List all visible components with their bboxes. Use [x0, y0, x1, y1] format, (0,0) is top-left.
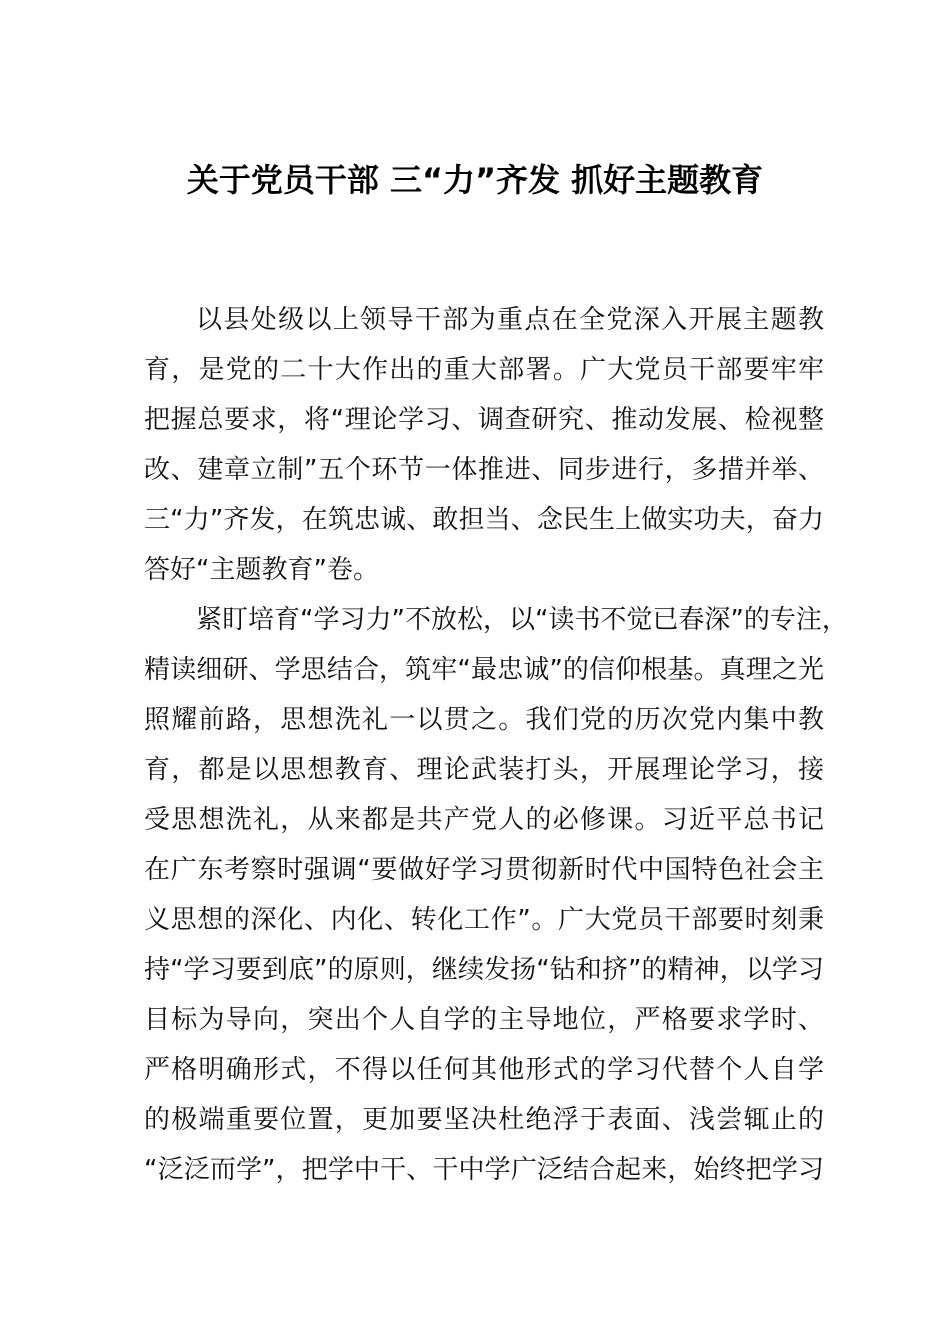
text-line: “泛泛而学”，把学中干、干中学广泛结合起来，始终把学习	[144, 1155, 824, 1185]
text-line: 以县处级以上领导干部为重点在全党深入开展主题教	[196, 305, 824, 335]
text-line: 育，是党的二十大作出的重大部署。广大党员干部要牢牢	[144, 355, 824, 385]
text-line: 在广东考察时强调“要做好学习贯彻新时代中国特色社会主	[144, 855, 824, 885]
text-line: 受思想洗礼，从来都是共产党人的必修课。习近平总书记	[144, 805, 824, 835]
text-line: 的极端重要位置，更加要坚决杜绝浮于表面、浅尝辄止的	[144, 1105, 824, 1135]
text-line: 目标为导向，突出个人自学的主导地位，严格要求学时、	[144, 1005, 824, 1035]
document-body	[144, 295, 848, 1195]
text-line: 答好“主题教育”卷。	[144, 555, 379, 585]
text-line: 精读细研、学思结合，筑牢“最忠诚”的信仰根基。真理之光	[144, 655, 824, 685]
paragraph-2	[144, 595, 848, 1195]
text-line: 改、建章立制”五个环节一体推进、同步进行，多措并举、	[144, 455, 824, 485]
document-title: 关于党员干部 三“力”齐发 抓好主题教育	[186, 161, 764, 199]
text-line: 紧盯培育“学习力”不放松，以“读书不觉已春深”的专注，	[196, 605, 848, 635]
text-line: 把握总要求，将“理论学习、调查研究、推动发展、检视整	[144, 405, 824, 435]
text-line: 持“学习要到底”的原则，继续发扬“钻和挤”的精神，以学习	[144, 955, 824, 985]
text-line: 义思想的深化、内化、转化工作”。广大党员干部要时刻秉	[144, 905, 824, 935]
paragraph-1	[144, 295, 824, 595]
text-line: 三“力”齐发，在筑忠诚、敢担当、念民生上做实功夫，奋力	[144, 505, 824, 535]
text-line: 严格明确形式，不得以任何其他形式的学习代替个人自学	[144, 1055, 824, 1085]
text-line: 照耀前路，思想洗礼一以贯之。我们党的历次党内集中教	[144, 705, 824, 735]
text-line: 育，都是以思想教育、理论武装打头，开展理论学习，接	[144, 755, 824, 785]
